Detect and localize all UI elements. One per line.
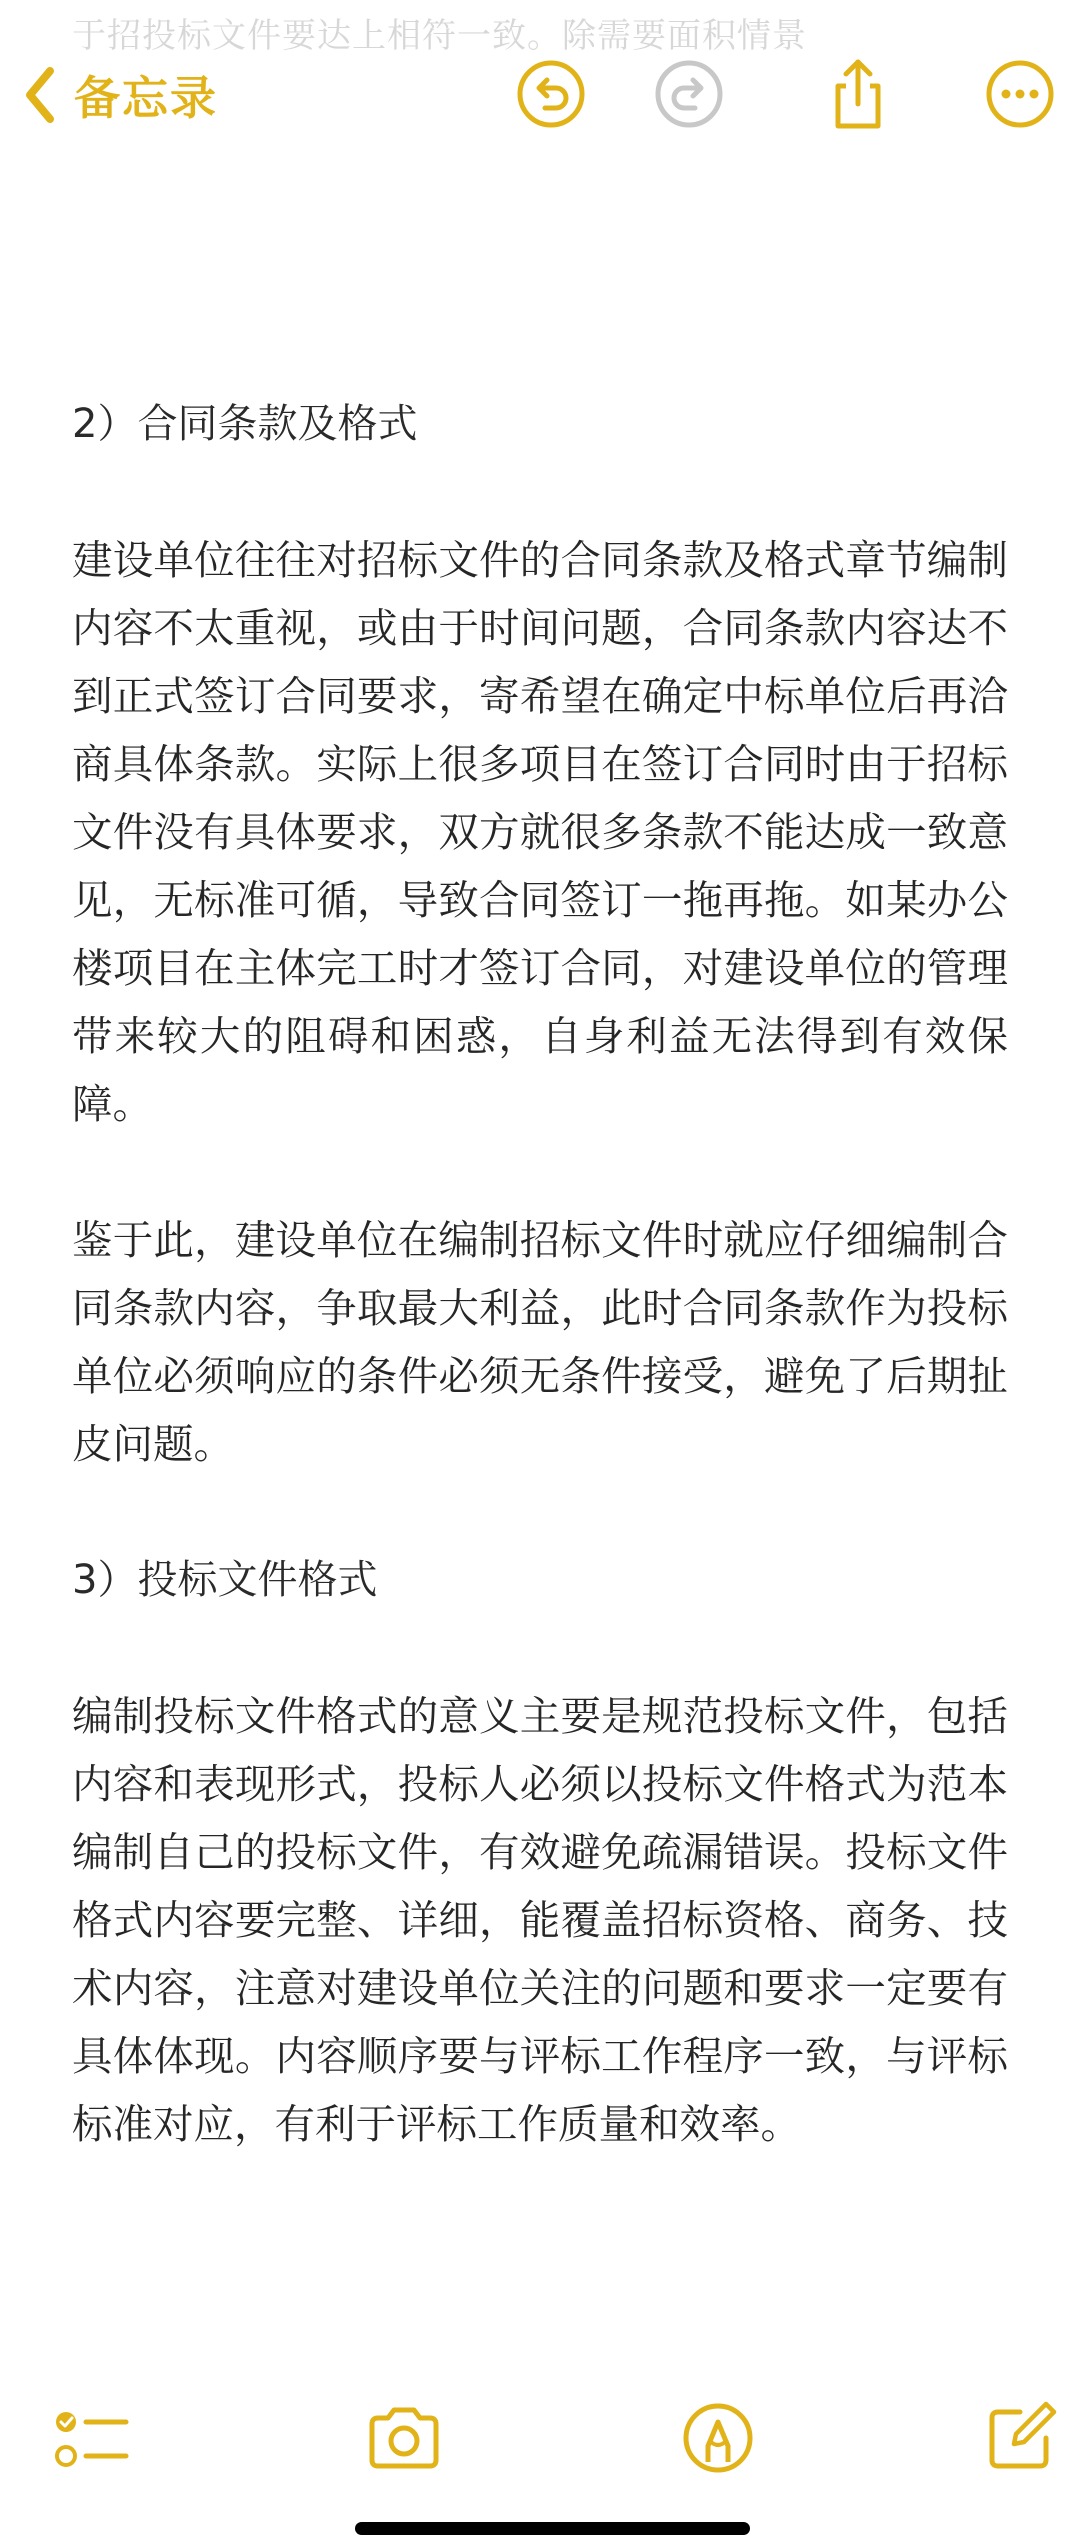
back-button[interactable]	[22, 62, 218, 128]
chevron-left-icon	[22, 65, 56, 125]
camera-button[interactable]	[364, 2398, 444, 2478]
checklist-button[interactable]	[50, 2398, 130, 2478]
more-button[interactable]	[984, 58, 1056, 130]
back-label: 备忘录	[74, 71, 218, 125]
redo-button[interactable]	[653, 58, 725, 130]
note-paragraph: 编制投标文件格式的意义主要是规范投标文件，包括内容和表现形式，投标人必须以投标文件格式为范本编制自己的投标文件，有效避免疏漏错误。投标文件格式内容要完整、详细，能覆盖招标资格、商务、技术内容，注意对建设单位关注的问题和要求一定要有具体体现。内容顺序要与评标工作程序一致，与评标标准对应，有利于评标工作质量和效率。	[72, 1692, 1008, 2148]
camera-icon	[364, 2398, 444, 2478]
markup-icon	[678, 2398, 758, 2478]
undo-icon	[515, 58, 587, 130]
navigation-bar	[0, 0, 1080, 190]
markup-button[interactable]	[678, 2398, 758, 2478]
checklist-icon	[50, 2398, 130, 2478]
redo-icon	[653, 58, 725, 130]
undo-button[interactable]	[515, 58, 587, 130]
note-body[interactable]	[72, 390, 1008, 2158]
note-paragraph: 鉴于此，建设单位在编制招标文件时就应仔细编制合同条款内容，争取最大利益，此时合同条款作为投标单位必须响应的条件必须无条件接受，避免了后期扯皮问题。	[72, 1216, 1008, 1468]
more-icon	[984, 58, 1056, 130]
scrolled-text-fragment: 于招投标文件要达上相符一致。除需要面积情景	[72, 16, 807, 56]
share-button[interactable]	[822, 58, 894, 130]
compose-button[interactable]	[980, 2398, 1060, 2478]
section-heading: 3）投标文件格式	[72, 1557, 378, 1603]
home-indicator[interactable]	[355, 2522, 750, 2535]
note-paragraph: 建设单位往往对招标文件的合同条款及格式章节编制内容不太重视，或由于时间问题，合同条款内容达不到正式签订合同要求，寄希望在确定中标单位后再洽商具体条款。实际上很多项目在签订合同时由于招标文件没有具体要求，双方就很多条款不能达成一致意见，无标准可循，导致合同签订一拖再拖。如某办公楼项目在主体完工时才签订合同，对建设单位的管理带来较大的阻碍和困惑，自身利益无法得到有效保障。	[72, 536, 1008, 1128]
share-icon	[822, 58, 894, 130]
section-heading: 2）合同条款及格式	[72, 401, 418, 447]
compose-icon	[980, 2398, 1060, 2478]
